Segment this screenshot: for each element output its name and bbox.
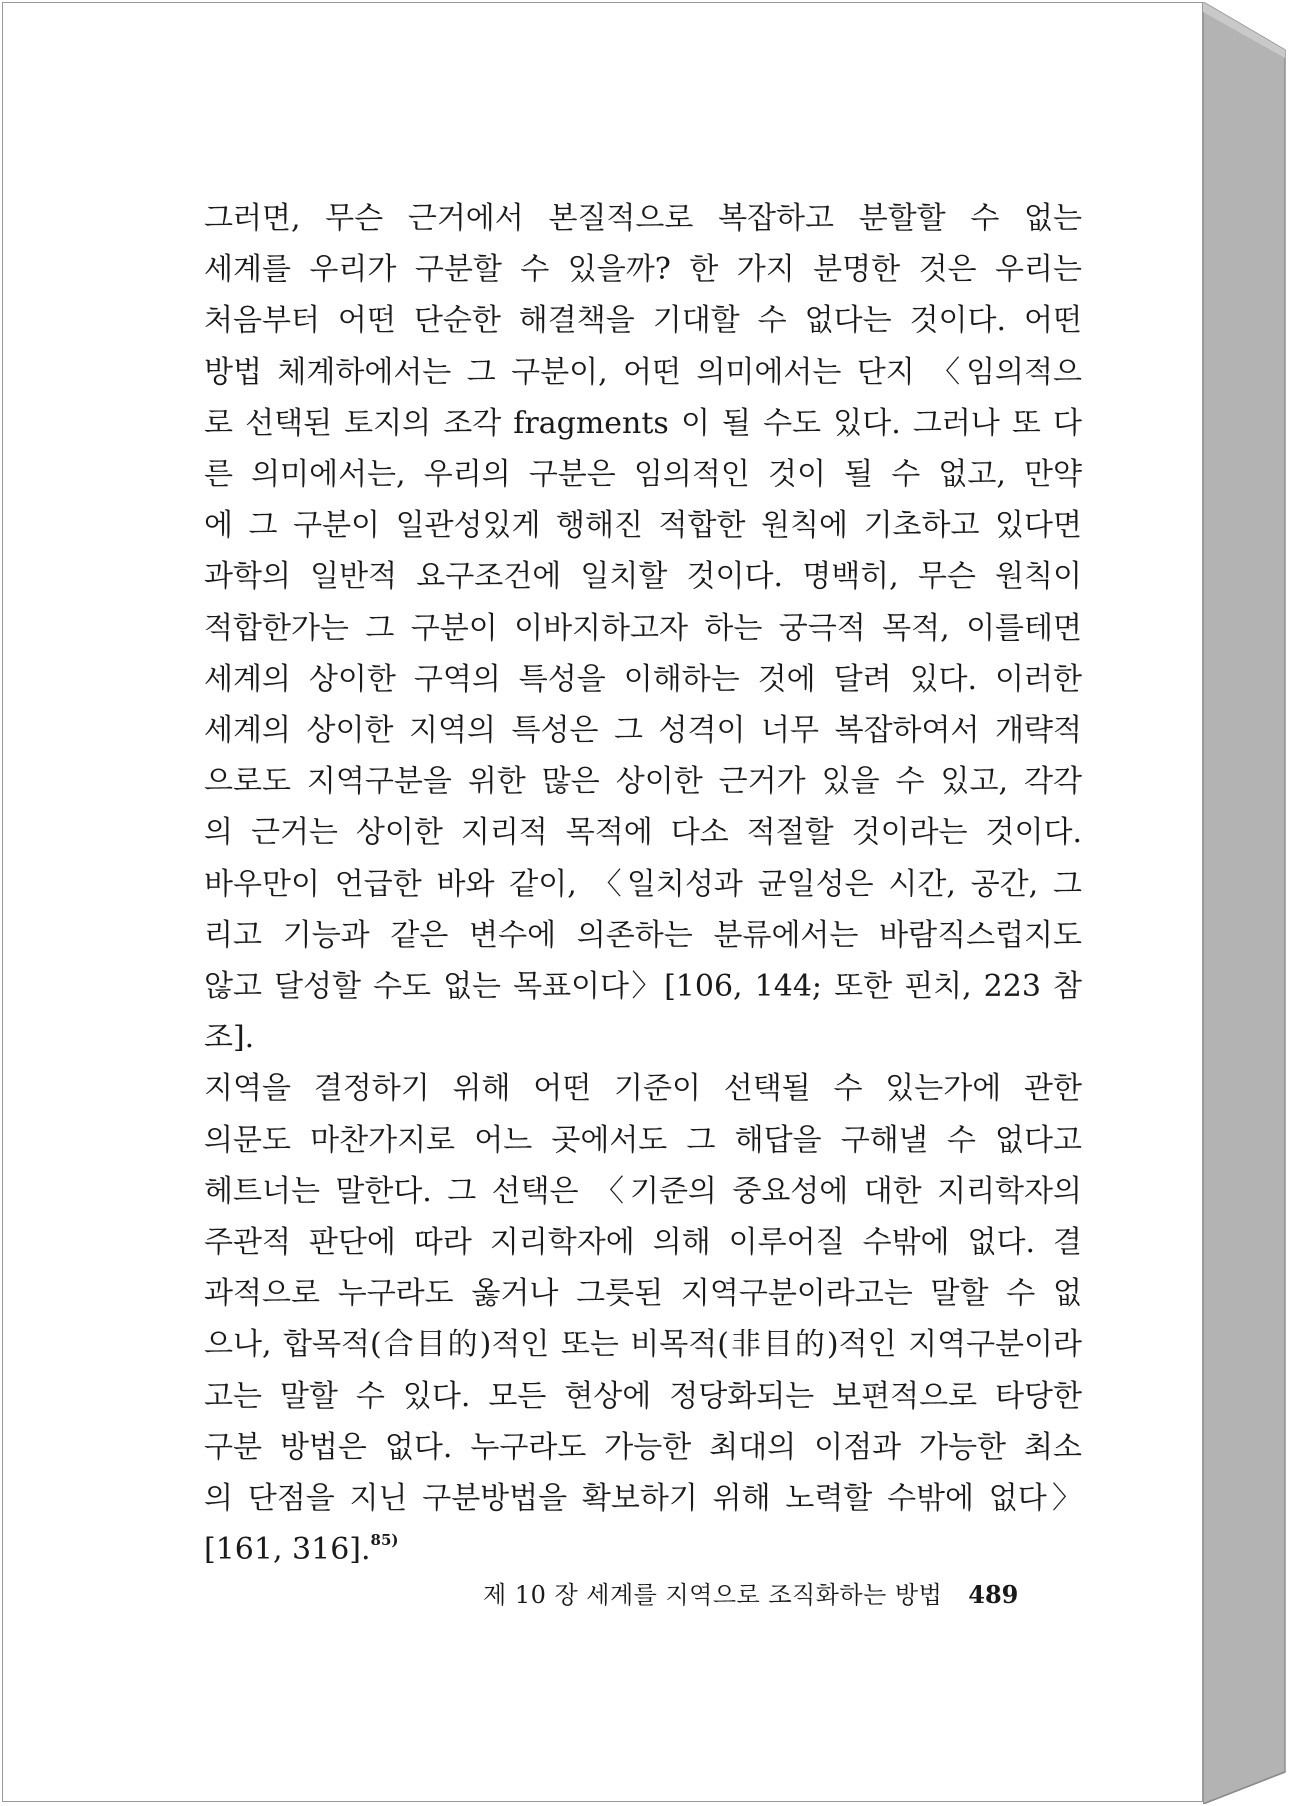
- page-footer: [483, 1575, 1053, 1610]
- citation-text: [161, 316].: [204, 1532, 371, 1568]
- text-line: 로 선택된 토지의 조각 fragments 이 될 수도 있다. 그러나 또 다: [204, 405, 1082, 441]
- text-line: 세계를 우리가 구분할 수 있을까? 한 가지 분명한 것은 우리는: [204, 252, 1082, 288]
- text-line: 세계의 상이한 지역의 특성은 그 성격이 너무 복잡하여서 개략적: [204, 713, 1082, 749]
- running-chapter-title: 제 10 장 세계를 지역으로 조직화하는 방법: [483, 1581, 943, 1609]
- text-line: 적합한가는 그 구분이 이바지하고자 하는 궁극적 목적, 이를테면: [204, 610, 1082, 646]
- text-line: 리고 기능과 같은 변수에 의존하는 분류에서는 바람직스럽지도: [204, 917, 1082, 953]
- text-line: 처음부터 어떤 단순한 해결책을 기대할 수 없다는 것이다. 어떤: [204, 303, 1082, 339]
- text-line: 과학의 일반적 요구조건에 일치할 것이다. 명백히, 무슨 원칙이: [204, 559, 1082, 595]
- paragraph-2: [170, 1063, 1082, 1575]
- text-line: 구분 방법은 없다. 누구라도 가능한 최대의 이점과 가능한 최소: [204, 1429, 1082, 1465]
- text-line: 않고 달성할 수도 없는 목표이다〉[106, 144; 또한 핀치, 223 참: [204, 969, 1082, 1005]
- text-line: 그러면, 무슨 근거에서 본질적으로 복잡하고 분할할 수 없는: [204, 201, 1082, 236]
- text-line: 과적으로 누구라도 옳거나 그릇된 지역구분이라고는 말할 수 없: [204, 1276, 1082, 1312]
- text-line: 에 그 구분이 일관성있게 행해진 적합한 원칙에 기초하고 있다면: [204, 508, 1082, 544]
- text-line: 지역을 결정하기 위해 어떤 기준이 선택될 수 있는가에 관한: [204, 1071, 1082, 1107]
- text-line: 으로도 지역구분을 위한 많은 상이한 근거가 있을 수 있고, 각각: [204, 764, 1082, 800]
- text-line: 으나, 합목적(合目的)적인 또는 비목적(非目的)적인 지역구분이라: [204, 1327, 1082, 1363]
- text-line: 의문도 마찬가지로 어느 곳에서도 그 해답을 구해낼 수 없다고: [204, 1122, 1082, 1158]
- spine-shadow-face: [1203, 2, 1285, 1804]
- text-line: 바우만이 언급한 바와 같이, 〈일치성과 균일성은 시간, 공간, 그: [204, 866, 1082, 902]
- text-line: 세계의 상이한 구역의 특성을 이해하는 것에 달려 있다. 이러한: [204, 661, 1082, 697]
- text-line: 조].: [204, 1020, 255, 1056]
- page-number: 489: [968, 1580, 1019, 1609]
- text-line-final: [170, 1524, 1082, 1575]
- footnote-ref[interactable]: 85): [370, 1531, 399, 1550]
- book-page: [2, 2, 1203, 1802]
- text-line: 의 근거는 상이한 지리적 목적에 다소 적절할 것이라는 것이다.: [204, 815, 1082, 851]
- text-line: 의 단점을 지닌 구분방법을 확보하기 위해 노력할 수밖에 없다〉: [204, 1481, 1082, 1517]
- paragraph-1: [170, 193, 1082, 1063]
- text-line: 른 의미에서는, 우리의 구분은 임의적인 것이 될 수 없고, 만약: [204, 457, 1082, 493]
- text-line: 주관적 판단에 따라 지리학자에 의해 이루어질 수밖에 없다. 결: [204, 1225, 1082, 1261]
- text-line: 방법 체계하에서는 그 구분이, 어떤 의미에서는 단지 〈임의적으: [204, 354, 1082, 390]
- text-line: 헤트너는 말한다. 그 선택은 〈기준의 중요성에 대한 지리학자의: [204, 1173, 1082, 1209]
- text-line: 고는 말할 수 있다. 모든 현상에 정당화되는 보편적으로 타당한: [204, 1378, 1082, 1414]
- book-spine-edge: [1203, 2, 1303, 1804]
- body-text: [170, 193, 1082, 1575]
